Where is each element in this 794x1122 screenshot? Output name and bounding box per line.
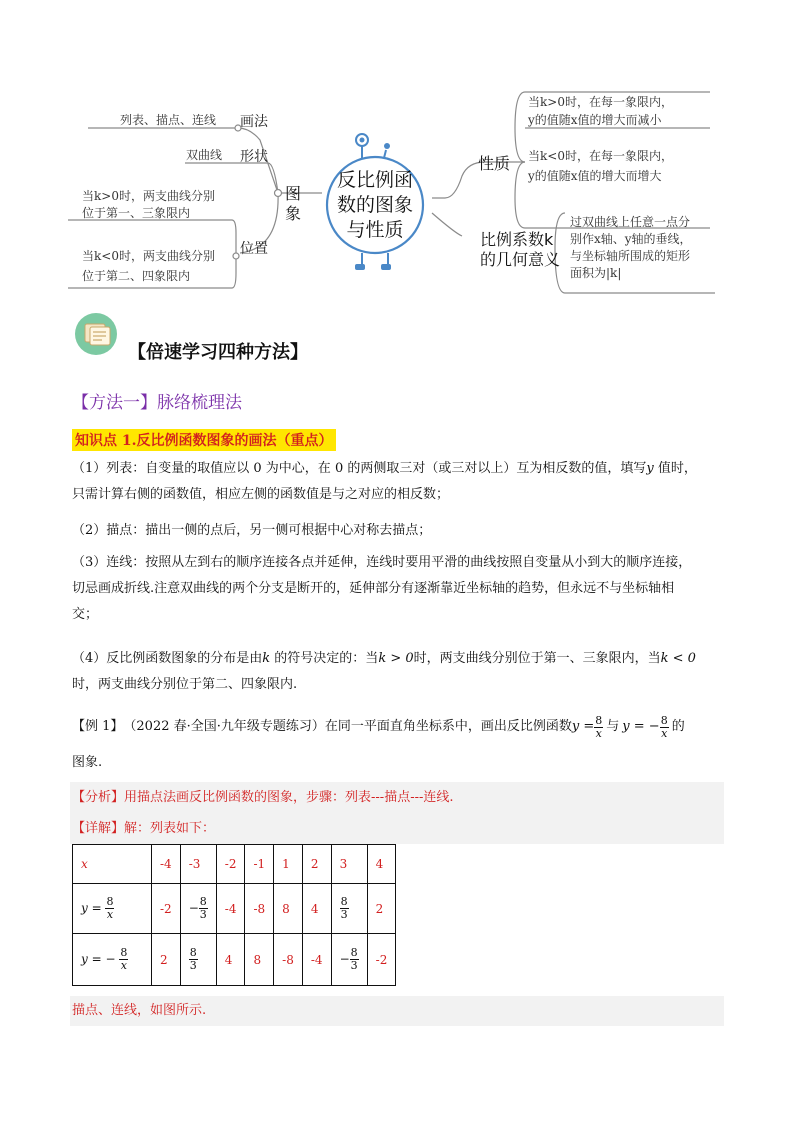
- knowledge-point: 知识点 1.反比例函数图象的画法（重点）: [72, 429, 336, 451]
- table-cell: 4: [216, 934, 245, 986]
- xingzhi-neg-line2: y的值随x值的增大而增大: [528, 169, 662, 183]
- table-cell: -1: [245, 845, 274, 884]
- table-row: [73, 845, 396, 884]
- table-cell: 1: [274, 845, 303, 884]
- xingzhi-pos-line2: y的值随x值的增大而减小: [528, 113, 662, 127]
- section-heading: 【倍速学习四种方法】: [128, 342, 308, 363]
- table-cell: 2: [152, 934, 181, 986]
- weizhi-neg-line2: 位于第二、四象限内: [82, 269, 191, 283]
- table-cell: 3: [331, 845, 367, 884]
- center-title: 反比例函 数的图象 与性质: [336, 169, 413, 241]
- huafa-detail: 列表、描点、连线: [120, 113, 217, 127]
- detail-tag: 【详解】: [72, 821, 125, 836]
- table-cell: -8: [245, 884, 274, 934]
- table-cell: $\frac{8}{3}$: [180, 934, 216, 986]
- analysis-tag: 【分析】: [72, 790, 125, 805]
- weizhi-label: 位置: [240, 241, 268, 257]
- xingzhi-pos-line1: 当k>0时，在每一象限内，: [528, 95, 673, 109]
- table-cell: -8: [274, 934, 303, 986]
- detail-line: 【详解】解：列表如下：: [72, 821, 216, 836]
- weizhi-neg-line1: 当k<0时，两支曲线分别: [82, 249, 215, 263]
- example-source: （2022 春·全国·九年级专题练习）: [123, 719, 325, 734]
- table-cell: 4: [302, 884, 331, 934]
- value-table: [72, 844, 396, 986]
- table-cell: 8: [274, 884, 303, 934]
- paragraph-1: （1）列表：自变量的取值应以 0 为中心，在 0 的两侧取三对（或三对以上）互为相反数的值，填写y 值时， 只需计算右侧的函数值，相应左侧的函数值是与之对应的相反数；: [72, 461, 697, 502]
- table-cell: − $\frac{8}{3}$: [180, 884, 216, 934]
- paragraph-4: （4）反比例函数图象的分布是由k 的符号决定的：当k > 0时，两支曲线分别位于第一、三象限内，当k < 0 时，两支曲线分别位于第二、四象限内.: [72, 651, 696, 692]
- table-row: [73, 934, 396, 986]
- table-cell: 8: [245, 934, 274, 986]
- xingzhuang-label: 形状: [240, 149, 268, 165]
- xingzhi-neg-line1: 当k<0时，在每一象限内，: [528, 149, 673, 163]
- table-head-y1: y = $\frac{8}{x}$: [73, 884, 152, 934]
- table-cell: − $\frac{8}{3}$: [331, 934, 367, 986]
- table-cell: -2: [367, 934, 396, 986]
- notebook-icon: [74, 312, 118, 356]
- huafa-label: 画法: [240, 114, 268, 130]
- table-cell: -2: [152, 884, 181, 934]
- table-cell: -4: [302, 934, 331, 986]
- weizhi-pos-line2: 位于第一、三象限内: [82, 206, 191, 220]
- weizhi-pos-line1: 当k>0时，两支曲线分别: [82, 189, 215, 203]
- mind-map: [60, 88, 720, 303]
- table-cell: -3: [180, 845, 216, 884]
- left-branch-label: 图 象: [284, 184, 301, 223]
- paragraph-2: （2）描点：描出一侧的点后，另一侧可根据中心对称去描点；: [72, 523, 432, 538]
- table-cell: 2: [302, 845, 331, 884]
- table-cell: 4: [367, 845, 396, 884]
- example-label: 【例 1】: [72, 719, 124, 734]
- table-head-x: x: [73, 845, 152, 884]
- analysis-line: 【分析】用描点法画反比例函数的图象，步骤：列表---描点---连线.: [72, 790, 454, 805]
- bili-label: 比例系数k 的几何意义: [480, 230, 561, 269]
- table-cell: -4: [152, 845, 181, 884]
- method-heading: 【方法一】脉络梳理法: [72, 393, 242, 413]
- table-cell: 2: [367, 884, 396, 934]
- table-cell: -4: [216, 884, 245, 934]
- table-cell: -2: [216, 845, 245, 884]
- xingzhuang-detail: 双曲线: [186, 148, 223, 162]
- closing-line: 描点、连线，如图所示.: [72, 1003, 207, 1018]
- table-cell: $\frac{8}{3}$: [331, 884, 367, 934]
- xingzhi-label: 性质: [478, 154, 511, 173]
- paragraph-3: （3）连线：按照从左到右的顺序连接各点并延伸，连线时要用平滑的曲线按照自变量从小到大的顺序连接， 切忌画成折线.注意双曲线的两个分支是断开的，延伸部分有逐渐靠近坐标轴的趋势，但永远不与坐标轴相 交；: [72, 555, 692, 622]
- bili-detail: 过双曲线上任意一点分 别作x轴、y轴的垂线， 与坐标轴所围成的矩形 面积为|k|: [570, 215, 692, 280]
- table-head-y2: y = − $\frac{8}{x}$: [73, 934, 152, 986]
- table-row: [73, 884, 396, 934]
- example-1: 【例 1】 （2022 春·全国·九年级专题练习） 在同一平面直角坐标系中，画出反比例函数 y = $\frac{8}{x}$ 与 y = − $\frac{8}{x}$ 的 图象.: [72, 713, 685, 770]
